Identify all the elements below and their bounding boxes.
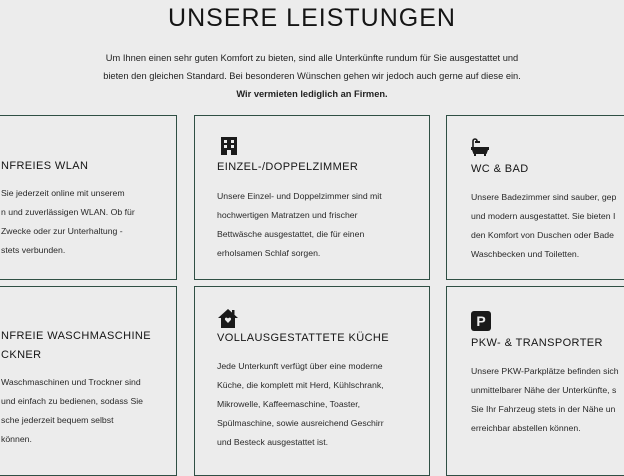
card-title: NFREIE WASCHMASCHINE	[1, 330, 151, 342]
intro-paragraph	[100, 49, 524, 103]
parking-icon: P	[471, 311, 491, 331]
card-title: EINZEL-/DOPPELZIMMER	[217, 161, 359, 173]
card-title: WC & BAD	[471, 163, 529, 175]
card-text-line: unmittelbarer Nähe der Unterkünfte, s	[471, 385, 617, 395]
card-text-line: Sie Ihr Fahrzeug stets in der Nähe un	[471, 404, 616, 414]
service-card-wlan	[0, 115, 177, 280]
card-text-line: Unsere PKW-Parkplätze befinden sich	[471, 366, 619, 376]
intro-bold-text: Wir vermieten lediglich an Firmen.	[236, 89, 388, 100]
building-icon	[221, 137, 237, 155]
card-title: CKNER	[1, 349, 42, 361]
card-text-line: Waschmaschinen und Trockner sind	[1, 377, 141, 387]
card-text-line: Unsere Einzel- und Doppelzimmer sind mit	[217, 191, 382, 201]
service-card-bathroom	[446, 115, 624, 280]
card-text-line: und modern ausgestattet. Sie bieten I	[471, 211, 616, 221]
card-text-line: Sie jederzeit online mit unserem	[1, 188, 125, 198]
shower-bath-icon	[471, 138, 489, 156]
card-text-line: und einfach zu bedienen, sodass Sie	[1, 396, 143, 406]
service-card-parking	[446, 286, 624, 476]
card-text-line: Unsere Badezimmer sind sauber, gep	[471, 192, 617, 202]
card-text-line: sche jederzeit bequem selbst	[1, 415, 114, 425]
card-text-line: können.	[1, 434, 32, 444]
service-card-kitchen	[194, 286, 430, 476]
card-text-line: n und zuverlässigen WLAN. Ob für	[1, 207, 135, 217]
card-text-line: Waschbecken und Toiletten.	[471, 249, 580, 259]
card-text-line: stets verbunden.	[1, 245, 66, 255]
card-title: NFREIES WLAN	[1, 160, 89, 172]
card-text-line: Mikrowelle, Kaffeemaschine, Toaster,	[217, 399, 361, 409]
page-title: UNSERE LEISTUNGEN	[168, 4, 456, 32]
card-text-line: Jede Unterkunft verfügt über eine moderne	[217, 361, 383, 371]
card-title: PKW- & TRANSPORTER	[471, 337, 603, 349]
card-text-line: und Besteck ausgestattet ist.	[217, 437, 329, 447]
card-text-line: erreichbar abstellen können.	[471, 423, 581, 433]
card-text-line: den Komfort von Duschen oder Bade	[471, 230, 614, 240]
card-text-line: Küche, die komplett mit Herd, Kühlschrank,	[217, 380, 384, 390]
card-text-line: erholsamen Schlaf sorgen.	[217, 248, 321, 258]
card-text-line: hochwertigen Matratzen und frischer	[217, 210, 358, 220]
card-text-line: Bettwäsche ausgestattet, die für einen	[217, 229, 365, 239]
house-icon	[218, 309, 238, 328]
service-card-rooms	[194, 115, 430, 280]
card-text-line: Spülmaschine, sowie ausreichend Geschirr	[217, 418, 384, 428]
card-title: VOLLAUSGESTATTETE KÜCHE	[217, 332, 389, 344]
intro-text: Um Ihnen einen sehr guten Komfort zu bieten, sind alle Unterkünfte rundum für Sie ausgestattet und bieten den gleichen Standard. Bei besonderen Wünschen gehen wir jedoch auch gerne auf diese ein.	[103, 53, 521, 82]
service-card-laundry	[0, 286, 177, 476]
card-text-line: Zwecke oder zur Unterhaltung -	[1, 226, 123, 236]
